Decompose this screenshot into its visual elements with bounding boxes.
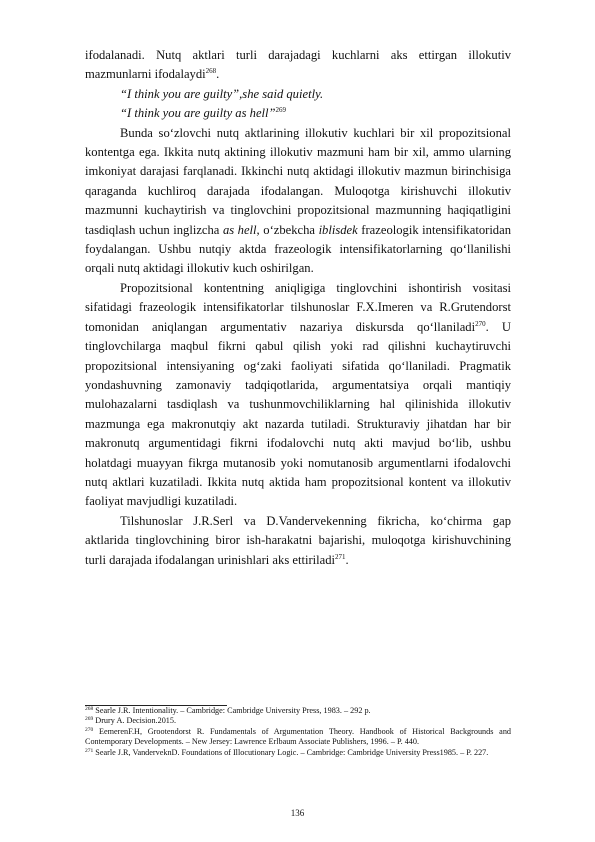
paragraph-1-line-1: ifodalanadi. Nutq aktlari turli darajadagi kuchlarni aks ettirgan illokutiv	[85, 48, 511, 62]
paragraph-2-text-b: o‘zbekcha	[263, 222, 316, 237]
paragraph-4-end: .	[345, 552, 349, 567]
quote-2	[85, 104, 511, 123]
footnote-text: Searle J.R. Intentionality. – Cambridge: Cambridge University Press, 1983. – 292 p.	[95, 706, 371, 715]
footnote-ref-268: 268	[205, 67, 217, 76]
quote-2-text: “I think you are guilty as hell”	[120, 106, 276, 121]
footnote-ref-270: 270	[475, 319, 486, 328]
paragraph-2	[85, 124, 511, 279]
quote-1: “I think you are guilty”,she said quietly.	[120, 86, 324, 101]
paragraph-1-text: mazmunlarni ifodalaydi	[85, 67, 206, 82]
footnote-270	[85, 727, 511, 748]
paragraph-1-line-2	[85, 65, 511, 84]
footnote-268	[85, 706, 511, 716]
paragraph-3	[85, 279, 511, 512]
paragraph-2-text-c: frazeologik intensifikatoridan foydalangan. Ushbu nutqiy aktda frazeologik intensifikatorlarning qo‘llanilishi orqali nutq aktidagi illokutiv kuch oshirilgan.	[85, 222, 511, 276]
footnote-number: 271	[85, 747, 94, 754]
paragraph-4	[85, 512, 511, 570]
footnote-number: 270	[85, 726, 94, 733]
paragraph-4-text: Tilshunoslar J.R.Serl va D.Vandervekenning fikricha, ko‘chirma gap aktlarida tinglovchining biror ish-harakatni bajarishi, muloqotga kirishuvchining turli darajada ifodalangan urinishlari aks ettiriladi	[85, 513, 511, 567]
footnotes	[85, 706, 511, 758]
page-body	[85, 46, 511, 570]
page-number: 136	[290, 808, 305, 818]
paragraph-3-text-a: Propozitsional kontentning aniqligiga tinglovchini ishontirish vositasi sifatidagi frazeologik intensifikatorlar tilshunoslar F.X.Imeren va R.Grutendorst tomonidan aniqlangan argumentativ nazariya diskursda qo‘llaniladi	[85, 280, 511, 334]
footnote-271	[85, 748, 511, 758]
paragraph-3-text-b: . U tinglovchilarga maqbul fikrni qabul qilish yoki rad qilishni kuchaytiruvchi propozitsional intensiyaning og‘zaki faoliyati sifatida qo‘llaniladi. Pragmatik yondashuvning zamonaviy tadqiqotlarida, argumentatsiya orqali mantiqiy mulohazalarni tasdiqlash va tushunmovchiliklarning hal qilinishida illokutiv mazmunga ega makronutqiy akt nazarda tutiladi. Strukturaviy jihatdan har bir makronutq argumentidagi fikrni ifodalovchi nutq akti mavjud bo‘lib, ushbu holatdagi muayyan fikrga mutanosib yoki nomutanosib argumentlarni ifodalovchi nutq aktlari kuzatiladi. Ikkita nutq aktida ham propozitsional kontent va illokutiv faoliyat mavjudligi kuzatiladi.	[85, 319, 511, 509]
paragraph-2-text-a: Bunda so‘zlovchi nutq aktlarining illokutiv kuchlari bir xil propozitsional kontentga ega. Ikkita nutq aktining illokutiv mazmuni ham bir xil, ammo ularning imkoniyat darajasi farqlanadi. Ikkinchi nutq aktidagi illokutiv mazmun birinchisiga qaraganda kuchliroq darajada ifodalangan. Muloqotga kirishuvchi illokutiv mazmunni kuchaytirish va tinglovchini propozitsional mazmunning haqiqatligini tasdiqlash uchun inglizcha	[85, 125, 511, 237]
footnote-text: Drury A. Decision.2015.	[95, 716, 177, 726]
paragraph-1-end: .	[216, 67, 220, 82]
footnote-number: 269	[85, 716, 94, 723]
footnote-text: Searle J.R, VanderveknD. Foundations of Illocutionary Logic. – Cambridge: Cambridge University Press1985. – P. 227.	[95, 747, 489, 757]
footnote-269	[85, 716, 511, 726]
footnote-number: 268	[85, 706, 94, 712]
footnote-ref-269: 269	[275, 106, 287, 115]
footnote-text: EemerenF.H, Grootendorst R. Fundamentals of Argumentation Theory. Handbook of Historical Backgrounds and Contemporary Developments. – New Jersey: Lawrence Erlbaum Associate Publishers, 1996. – P. 440.	[85, 726, 512, 747]
phrase-iblisdek: iblisdek	[318, 222, 358, 237]
footnote-ref-271: 271	[335, 552, 346, 561]
phrase-as-hell: as hell,	[222, 222, 260, 237]
